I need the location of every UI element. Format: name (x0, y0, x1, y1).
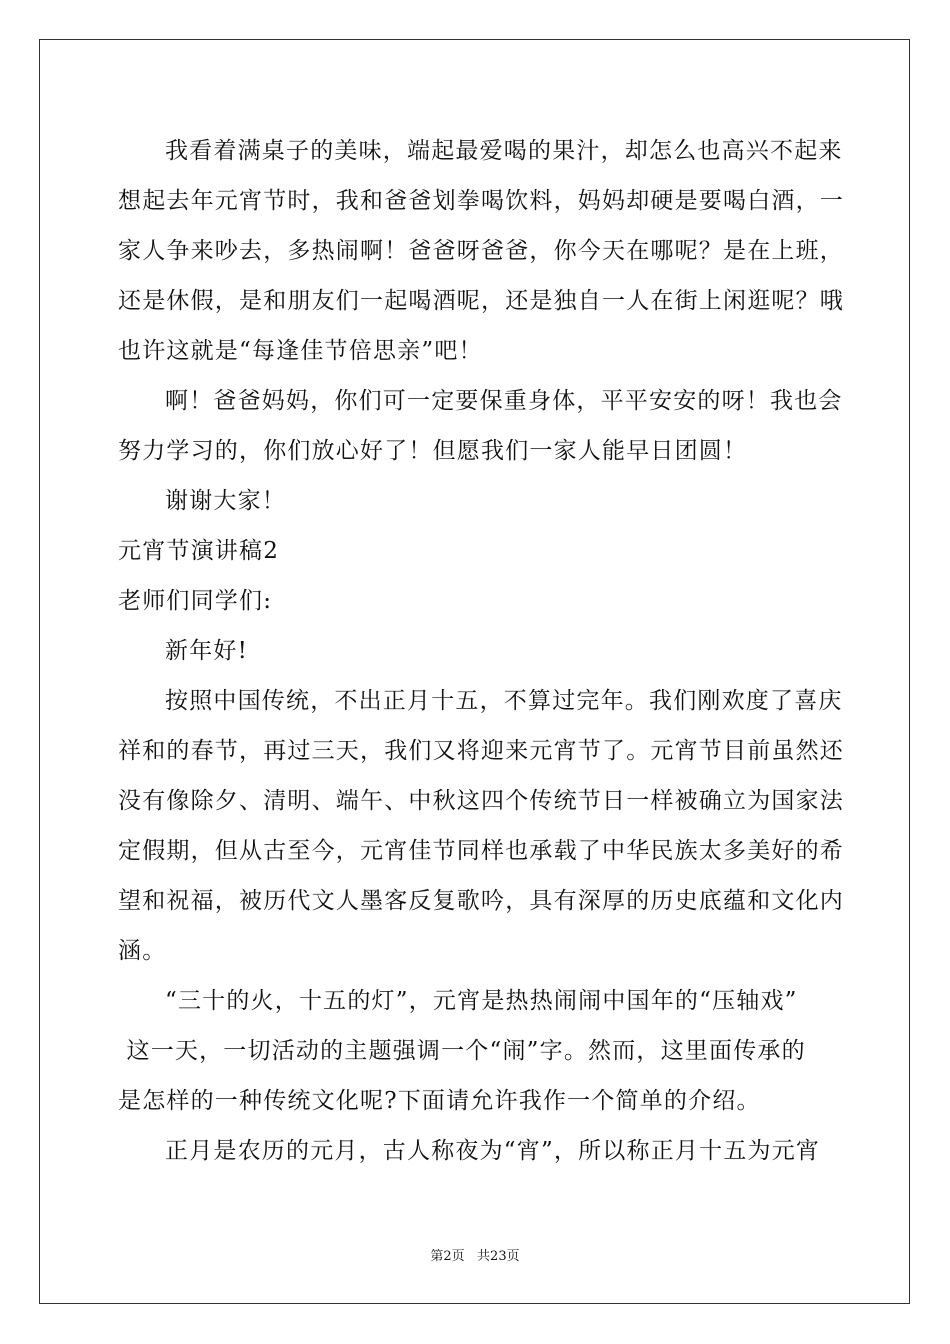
text-line: 啊！爸爸妈妈，你们可一定要保重身体，平平安安的呀！我也会 (165, 388, 843, 414)
text-line: 没有像除夕、清明、端午、中秋这四个传统节日一样被确立为国家法 (118, 788, 844, 814)
text-line: 涵。 (118, 938, 167, 964)
text-line: 定假期，但从古至今，元宵佳节同样也承载了中华民族太多美好的希 (118, 838, 844, 864)
text-line: “三十的火，十五的灯”，元宵是热热闹闹中国年的“压轴戏” (165, 988, 798, 1014)
text-line: 想起去年元宵节时，我和爸爸划拳喝饮料，妈妈却硬是要喝白酒，一 (118, 188, 844, 214)
text-line: 也许这就是“每逢佳节倍思亲”吧！ (118, 338, 483, 364)
text-line: 还是休假，是和朋友们一起喝酒呢，还是独自一人在街上闲逛呢？哦 (118, 288, 844, 314)
text-line: 我看着满桌子的美味，端起最爱喝的果汁，却怎么也高兴不起来 (165, 138, 843, 164)
text-line: 望和祝福，被历代文人墨客反复歌吟，具有深厚的历史底蕴和文化内 (118, 888, 844, 914)
section-heading: 元宵节演讲稿2 (118, 538, 280, 564)
text-line: 新年好! (165, 638, 249, 664)
salutation: 老师们同学们: (118, 588, 273, 614)
text-line: 是怎样的一种传统文化呢?下面请允许我作一个简单的介绍。 (118, 1088, 761, 1114)
text-line: 谢谢大家！ (165, 488, 286, 514)
text-line: 祥和的春节，再过三天，我们又将迎来元宵节了。元宵节目前虽然还 (118, 738, 844, 764)
text-line: 努力学习的，你们放心好了！但愿我们一家人能早日团圆！ (118, 438, 748, 464)
text-line: 这一天，一切活动的主题强调一个“闹”字。然而，这里面传承的 (118, 1038, 806, 1064)
text-line: 家人争来吵去，多热闹啊！爸爸呀爸爸，你今天在哪呢？是在上班， (118, 238, 844, 264)
text-line: 正月是农历的元月，古人称夜为“宵”，所以称正月十五为元宵 (165, 1138, 821, 1164)
text-line: 按照中国传统，不出正月十五，不算过完年。我们刚欢度了喜庆 (165, 688, 843, 714)
page-number-footer: 第2页 共23页 (430, 1249, 520, 1264)
